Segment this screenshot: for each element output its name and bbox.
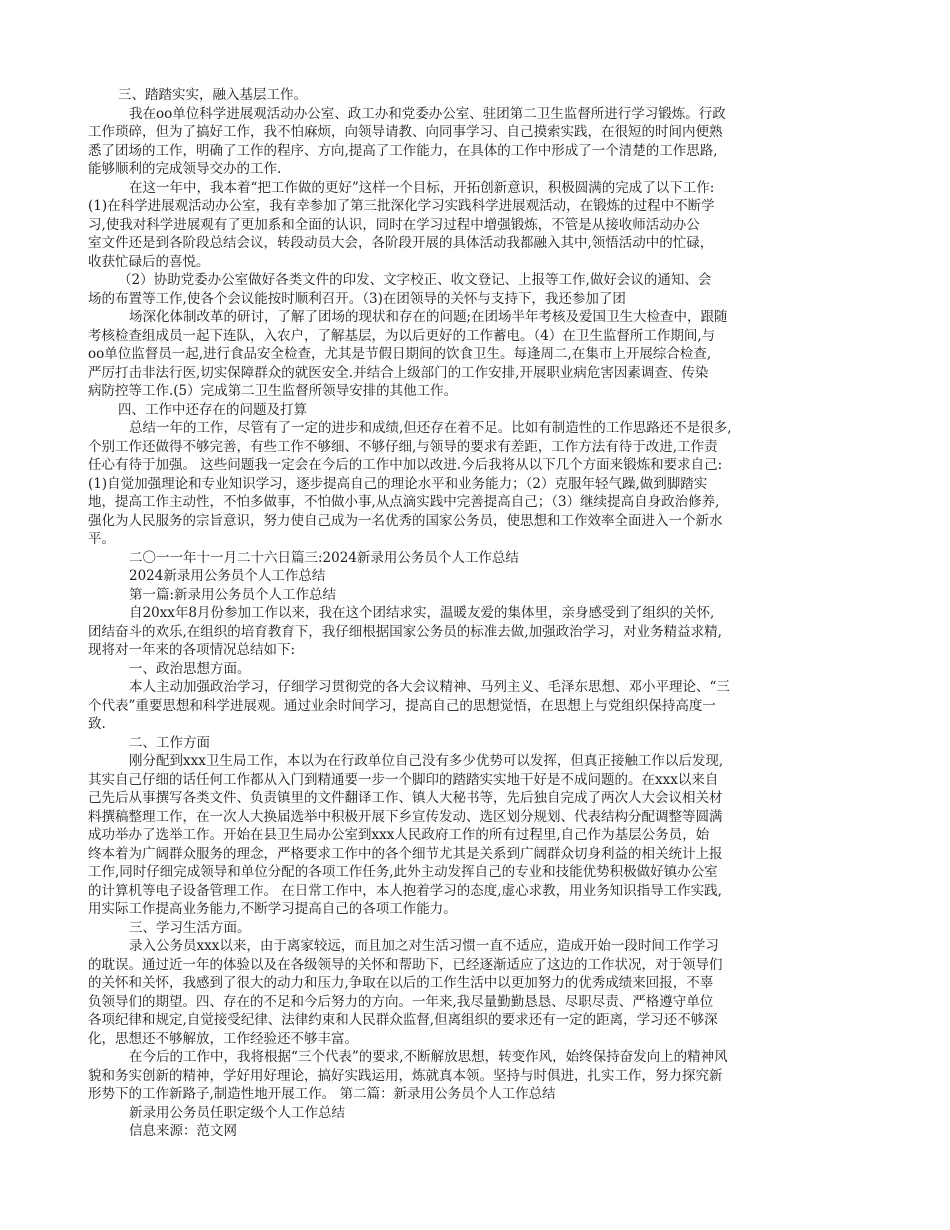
text-line: 个代表”重要思想和科学进展观。通过业余时间学习，提高自己的思想觉悟，在思想上与党组织保持高度一	[88, 697, 716, 714]
text-line: 终本着为广阔群众服务的理念，严格要求工作中的各个细节尤其是关系到广阔群众切身利益的相关统计上报	[88, 845, 723, 862]
text-line: 现将对一年来的各项情况总结如下:	[88, 642, 296, 658]
text-line: 在这一年中，我本着“把工作做的更好”这样一个目标，开拓创新意识，积极圆满的完成了以下工作:	[129, 179, 715, 196]
text-line: 信息来源：范文网	[129, 1123, 237, 1139]
text-line: 任心有待于加强。 这些问题我一定会在今后的工作中加以改进.今后我将从以下几个方面来锻炼和要求自己:	[88, 457, 723, 473]
text-line: 形势下的工作新路子,制造性地开展工作。 第二篇：新录用公务员个人工作总结	[88, 1086, 556, 1102]
text-line: 2024新录用公务员个人工作总结	[129, 568, 326, 584]
text-line: 的计算机等电子设备管理工作。 在日常工作中，本人抱着学习的态度,虚心求教，用业务知识指导工作实践,	[88, 882, 722, 899]
text-line: 总结一年的工作，尽管有了一定的进步和成绩,但还存在着不足。比如有制造性的工作思路还不是很多,	[129, 420, 732, 436]
text-line: 二、工作方面	[129, 734, 210, 751]
text-line: (1)自觉加强理论和专业知识学习，逐步提高自己的理论水平和业务能力；（2）克服年轻气躁,做到脚踏实	[88, 475, 708, 492]
text-line: (1)在科学进展观活动办公室，我有幸参加了第三批深化学习实践科学进展观活动，在锻炼的过程中不断学	[88, 198, 715, 214]
text-line: 成功举办了选举工作。开始在县卫生局办公室到xxx人民政府工作的所有过程里,自己作为基层公务员，始	[88, 827, 710, 843]
text-line: 个别工作还做得不够完善，有些工作不够细、不够仔细,与领导的要求有差距，工作方法有待于改进,工作责	[88, 438, 718, 455]
text-line: 严厉打击非法行医,切实保障群众的就医安全.并结合上级部门的工作安排,开展职业病危害因素调查、传染	[88, 364, 709, 381]
text-line: 其实自己仔细的话任何工作都从入门到精通要一步一个脚印的踏踏实实地干好是不成问题的。在xxx以来自	[88, 771, 719, 788]
text-line: 团结奋斗的欢乐,在组织的培育教育下，我仔细根据国家公务员的标准去做,加强政治学习，对业务精益求精,	[88, 623, 722, 640]
text-line: 的关怀和关怀，我感到了很大的动力和压力,争取在以后的工作生活中以更加努力的优秀成绩来回报，不辜	[88, 975, 714, 991]
text-line: 平。	[88, 531, 115, 547]
text-line: 收获忙碌后的喜悦。	[88, 253, 210, 270]
text-line: 二〇一一年十一月二十六日篇三:2024新录用公务员个人工作总结	[129, 549, 519, 566]
text-line: 料撰稿整理工作，在一次人大换届选举中积极开展下乡宣传发动、选区划分规划、代表结构分配调整等圆满	[88, 808, 723, 825]
document-body	[88, 86, 858, 1141]
text-line: 第一篇:新录用公务员个人工作总结	[129, 586, 337, 603]
text-line: 地，提高工作主动性，不怕多做事，不怕做小事,从点滴实践中完善提高自己；（3）继续提高自身政治修养,	[88, 494, 720, 510]
text-line: 强化为人民服务的宗旨意识，努力使自己成为一名优秀的国家公务员，使思想和工作效率全面进入一个新水	[88, 512, 723, 529]
text-line: 考核检查组成员一起下连队，入农户，了解基层，为以后更好的工作蓄电。（4）在卫生监督所工作期间,与	[88, 327, 716, 344]
text-line: 三、学习生活方面。	[129, 919, 251, 936]
text-line: 工作琐碎，但为了搞好工作，我不怕麻烦，向领导请教、向同事学习、自己摸索实践，在很短的时间内便熟	[88, 124, 723, 140]
text-line: 四、工作中还存在的问题及打算	[118, 401, 307, 418]
text-line: 貌和务实创新的精神，学好用好理论，搞好实践运用，炼就真本领。坚持与时俱进，扎实工作，努力探究新	[88, 1067, 723, 1084]
text-line: 病防控等工作.(5）完成第二卫生监督所领导安排的其他工作。	[88, 383, 458, 399]
text-line: 室文件还是到各阶段总结会议，转段动员大会，各阶段开展的具体活动我都融入其中,领悟活动中的忙碌，	[88, 235, 714, 251]
text-line: （2）协助党委办公室做好各类文件的印发、文字校正、收文登记、上报等工作,做好会议的通知、会	[118, 272, 712, 288]
text-line: 我在oo单位科学进展观活动办公室、政工办和党委办公室、驻团第二卫生监督所进行学习锻炼。行政	[129, 105, 726, 122]
text-line: 刚分配到xxx卫生局工作，本以为在行政单位自己没有多少优势可以发挥，但真正接触工作以后发现,	[129, 753, 724, 769]
text-line: 在今后的工作中，我将根据“三个代表”的要求,不断解放思想，转变作风，始终保持奋发向上的精神风	[129, 1049, 728, 1065]
text-line: 场深化体制改革的研讨，了解了团场的现状和存在的问题;在团场半年考核及爱国卫生大检查中，跟随	[129, 309, 728, 325]
text-line: 工作,同时仔细完成领导和单位分配的各项工作任务,此外主动发挥自己的专业和技能优势积极做好镇办公室	[88, 864, 718, 880]
text-line: 能够顺利的完成领导交办的工作.	[88, 161, 282, 177]
text-line: oo单位监督员一起,进行食品安全检查，尤其是节假日期间的饮食卫生。每逢周二,在集市上开展综合检查,	[88, 346, 712, 362]
text-line: 一、政治思想方面。	[129, 660, 251, 677]
text-line: 场的布置等工作,使各个会议能按时顺利召开。（3)在团领导的关怀与支持下，我还参加了团	[88, 290, 626, 307]
text-line: 负领导们的期望。四、存在的不足和今后努力的方向。一年来,我尽量勤勤恳恳、尽职尽责、严格遵守单位	[88, 993, 714, 1010]
text-line: 悉了团场的工作，明确了工作的程序、方向,提高了工作能力，在具体的工作中形成了一个清楚的工作思路,	[88, 142, 718, 159]
text-line: 本人主动加强政治学习，仔细学习贯彻党的各大会议精神、马列主义、毛泽东思想、邓小平理论、“三	[129, 679, 730, 695]
text-line: 致.	[88, 716, 106, 732]
text-line: 三、踏踏实实，融入基层工作。	[118, 87, 307, 103]
text-line: 各项纪律和规定,自觉接受纪律、法律约束和人民群众监督,但离组织的要求还有一定的距离，学习还不够深	[88, 1012, 718, 1028]
text-line: 录入公务员xxx以来，由于离家较远，而且加之对生活习惯一直不适应，造成开始一段时间工作学习	[129, 938, 719, 954]
text-line: 新录用公务员任职定级个人工作总结	[129, 1104, 345, 1121]
text-line: 的耽误。通过近一年的体验以及在各级领导的关怀和帮助下，已经逐渐适应了这边的工作状况，对于领导们	[88, 956, 723, 973]
text-line: 己先后从事撰写各类文件、负责镇里的文件翻译工作、镇人大秘书等，先后独自完成了两次人大会议相关材	[88, 790, 723, 806]
text-line: 习,使我对科学进展观有了更加系和全面的认识，同时在学习过程中增强锻炼，不管是从接收师活动办公	[88, 216, 700, 233]
text-line: 化，思想还不够解放，工作经验还不够丰富。	[88, 1030, 358, 1047]
text-line: 用实际工作提高业务能力,不断学习提高自己的各项工作能力。	[88, 901, 457, 917]
text-line: 自20xx年8月份参加工作以来，我在这个团结求实，温暖友爱的集体里，亲身感受到了组织的关怀,	[129, 605, 715, 621]
